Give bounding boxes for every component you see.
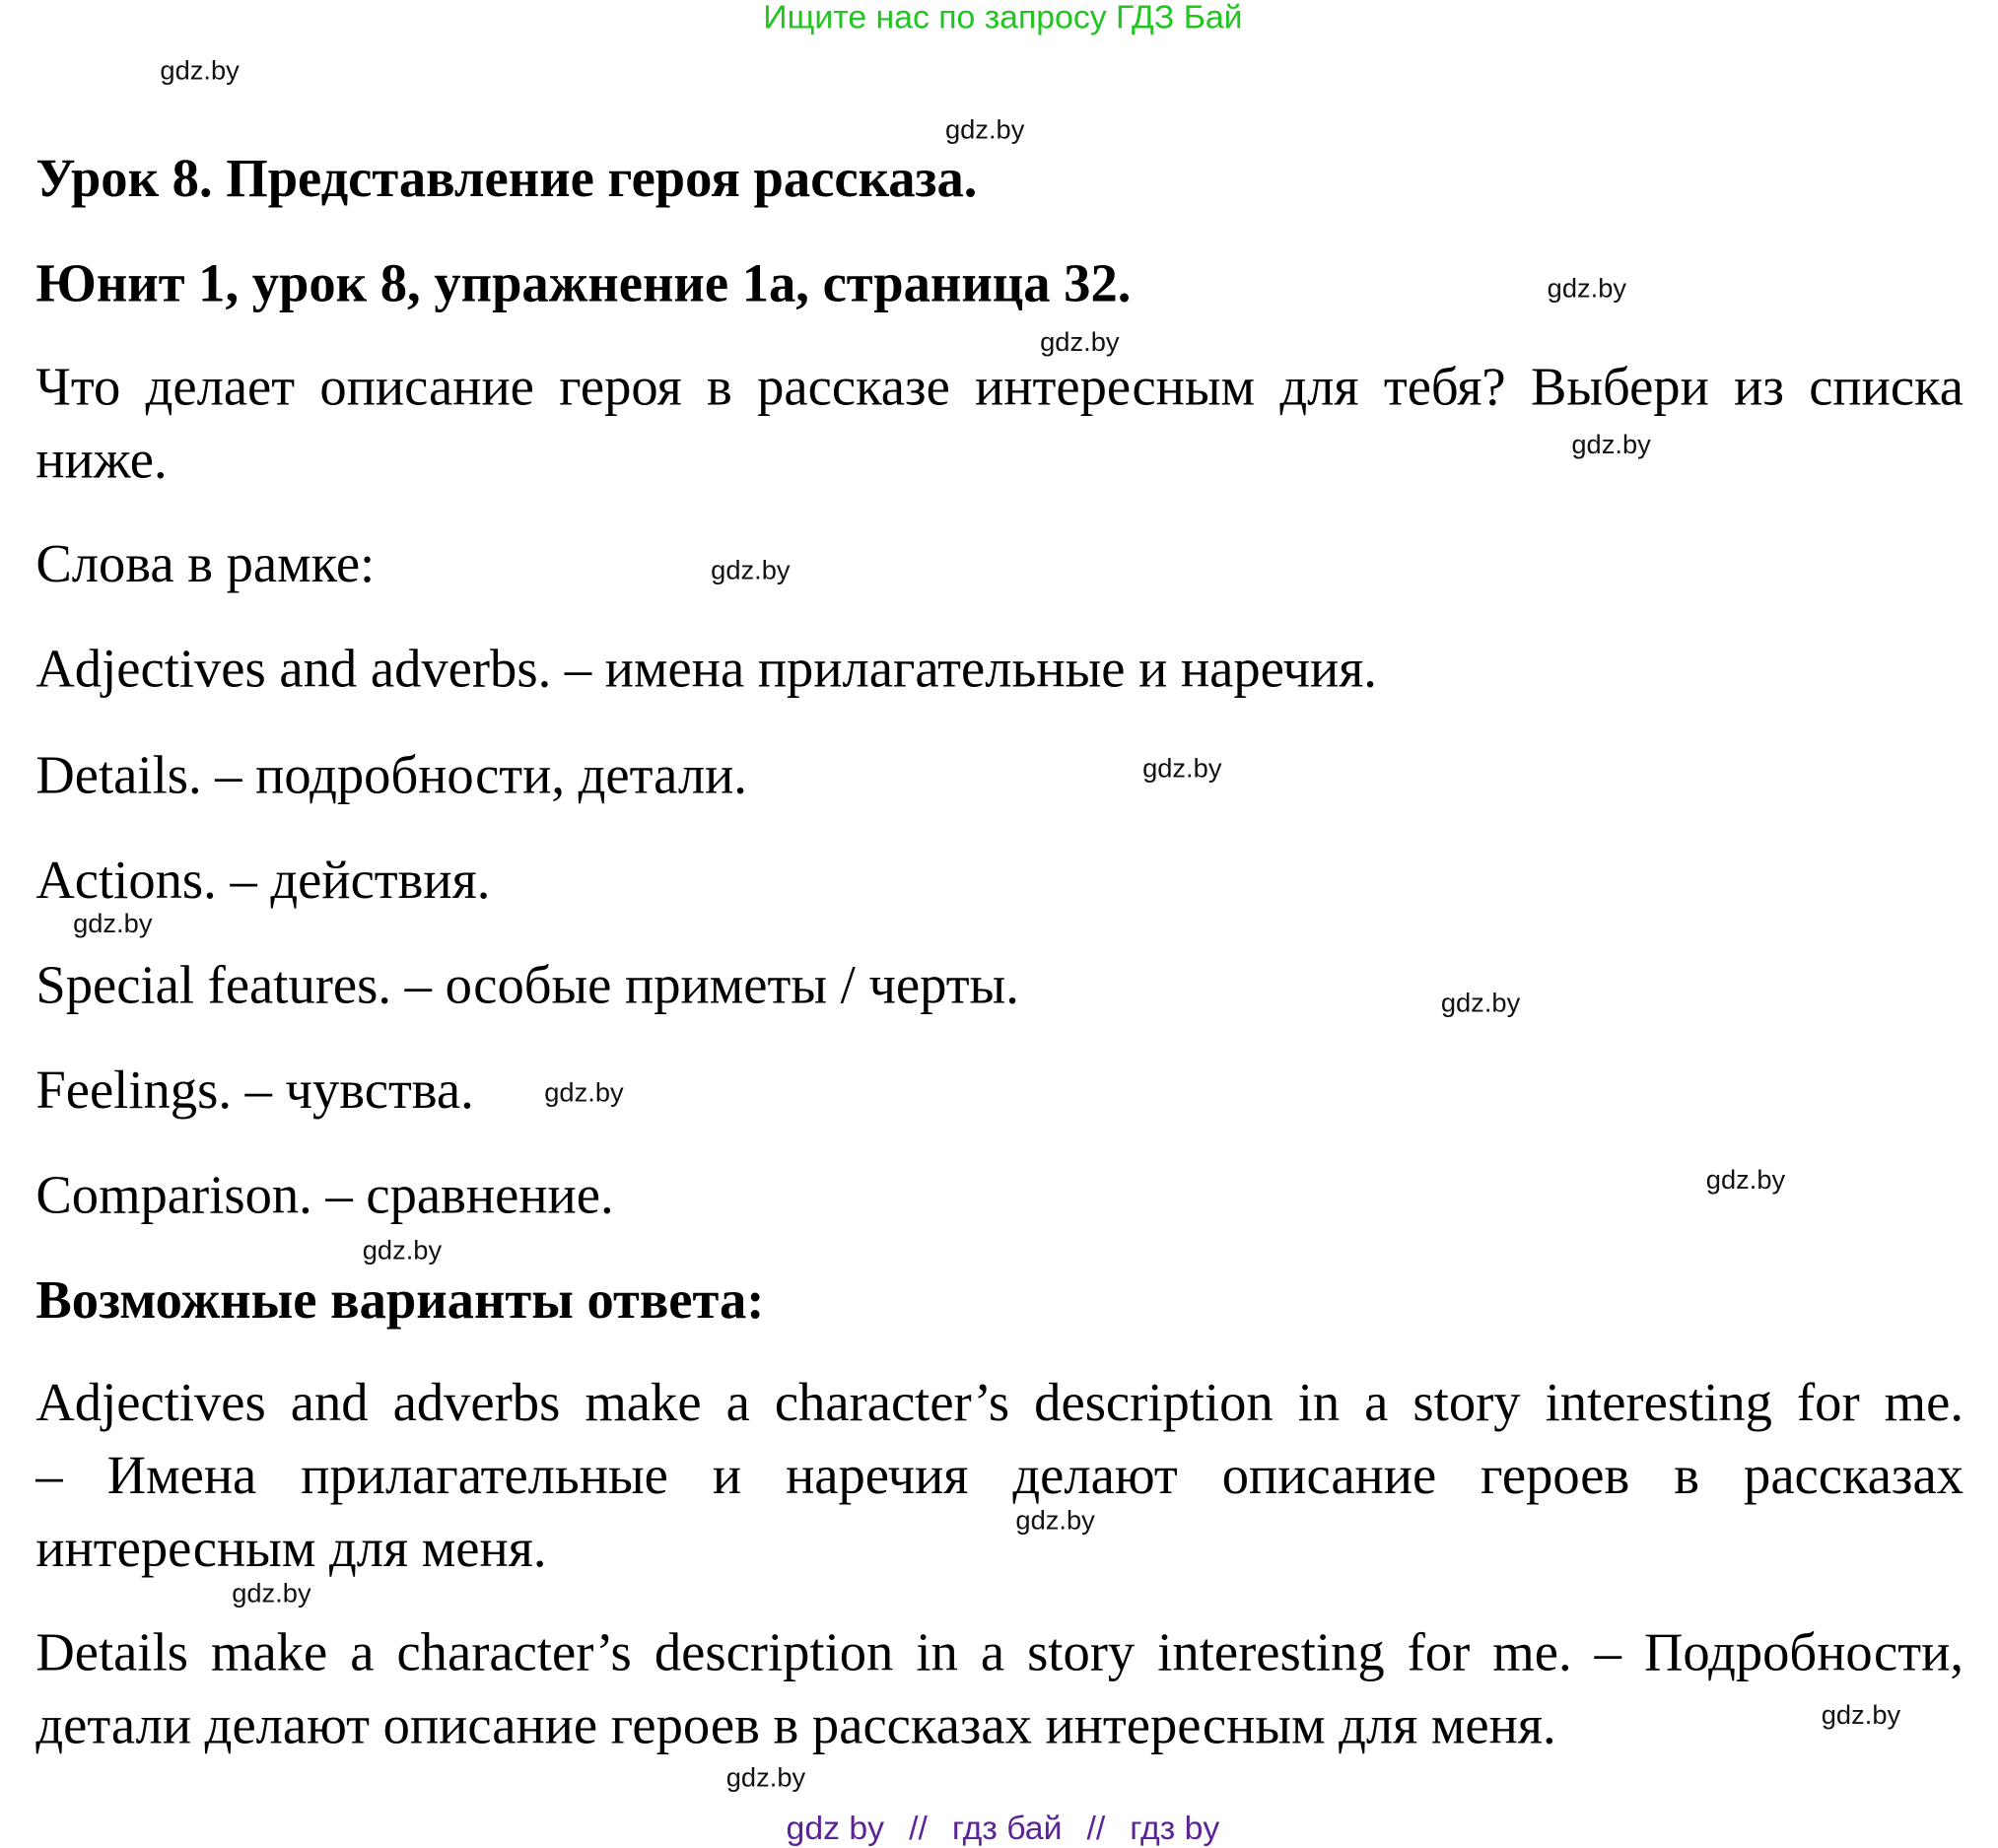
word-item: Special features. – особые приметы / черты. (35, 956, 1019, 1016)
watermark: gdz.by (544, 1078, 624, 1108)
watermark: gdz.by (725, 1763, 806, 1794)
word-item: Details. – подробности, детали. (35, 746, 747, 806)
watermark: gdz.by (1547, 274, 1627, 304)
watermark: gdz.by (160, 56, 240, 87)
watermark: gdz.by (711, 555, 791, 585)
answer-line: Adjectives and adverbs make a character’s description in a story interesting for me. (35, 1374, 1964, 1434)
watermark: gdz.by (1142, 754, 1222, 785)
watermark: gdz.by (1571, 430, 1651, 460)
exercise-heading: Юнит 1, урок 8, упражнение 1a, страница 32. (35, 254, 1132, 314)
footer-separator: // (909, 1808, 928, 1847)
footer-link-gdz-bai[interactable]: гдз бай (951, 1808, 1063, 1847)
question-line: Что делает описание героя в рассказе интересным для тебя? Выбери из списка (35, 358, 1964, 418)
answer-line: интересным для меня. (35, 1520, 547, 1580)
watermark: gdz.by (362, 1235, 443, 1266)
watermark: gdz.by (232, 1579, 311, 1609)
word-item: Adjectives and adverbs. – имена прилагательные и наречия. (35, 640, 1377, 700)
question-line: ниже. (35, 431, 168, 491)
watermark: gdz.by (1705, 1165, 1786, 1196)
answers-heading: Возможные варианты ответа: (35, 1271, 765, 1332)
word-item: Actions. – действия. (35, 852, 491, 911)
watermark: gdz.by (1015, 1506, 1095, 1536)
answer-line: – Имена прилагательные и наречия делают описание героев в рассказах (35, 1447, 1964, 1507)
watermark: gdz.by (1440, 989, 1521, 1019)
footer-separator: // (1086, 1808, 1106, 1847)
footer-link-gdz-by-ru[interactable]: гдз by (1130, 1808, 1220, 1847)
watermark: gdz.by (1040, 327, 1120, 358)
word-item: Feelings. – чувства. (35, 1061, 474, 1121)
answer-line: Details make a character’s description in a story interesting for me. – Подробности, (35, 1623, 1964, 1683)
footer-links (0, 1809, 1998, 1848)
watermark: gdz.by (944, 114, 1025, 145)
footer-link-gdz-by[interactable]: gdz by (786, 1808, 885, 1847)
box-label: Слова в рамке: (35, 535, 376, 594)
watermark: gdz.by (1821, 1700, 1901, 1731)
lesson-title: Урок 8. Представление героя рассказа. (35, 150, 978, 209)
watermark: gdz.by (73, 909, 153, 939)
answer-line: детали делают описание героев в рассказах интересным для меня. (35, 1696, 1556, 1756)
word-item: Comparison. – сравнение. (35, 1166, 614, 1226)
header-banner[interactable]: Ищите нас по запросу ГДЗ Бай (763, 0, 1243, 36)
